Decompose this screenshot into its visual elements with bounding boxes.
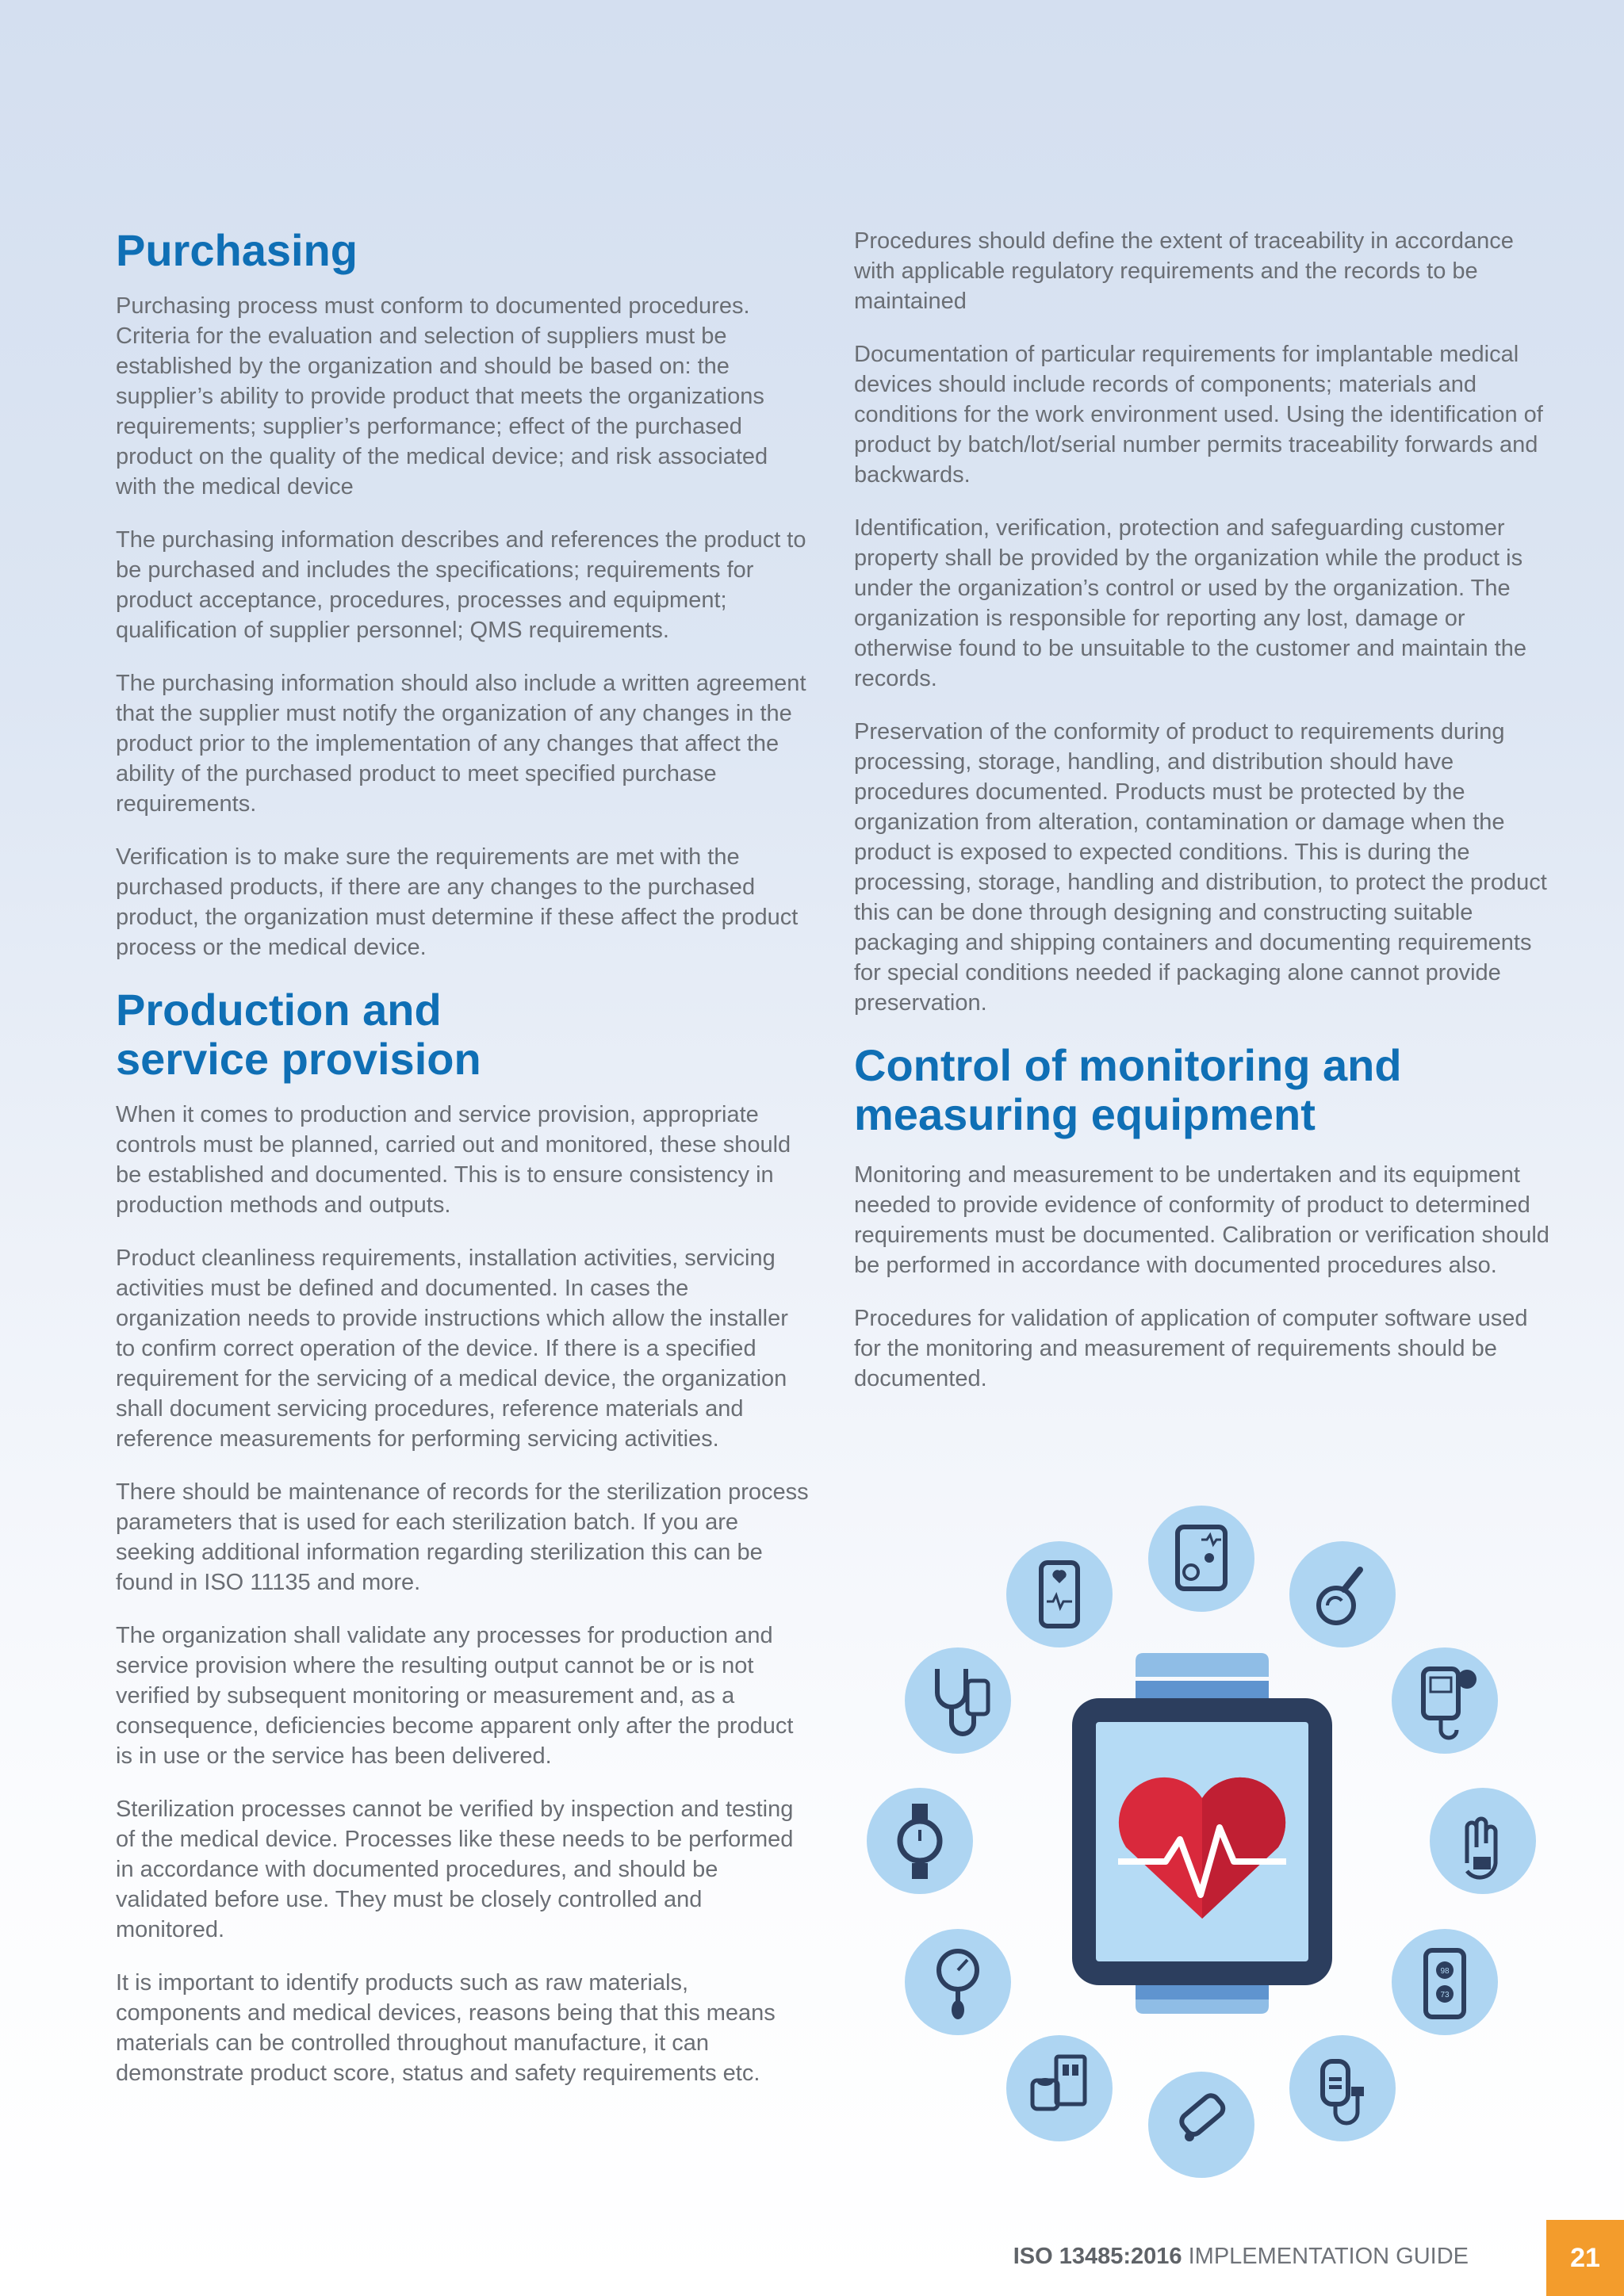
pressure-gauge-icon (905, 1929, 1011, 2035)
paragraph: Procedures should define the extent of traceability in accordance with applicable regulatory requirements and the records to be maintained (854, 228, 1514, 314)
remote-monitor-icon (1392, 1647, 1498, 1754)
paragraph: There should be maintenance of records for the sterilization process parameters that is used for each sterilization batch. If you are seeking additional information regarding sterilization this can be found in ISO 11135 and more. (116, 1479, 809, 1595)
paragraph: Documentation of particular requirements for implantable medical devices should include records of components; materials and conditions for the work environment used. Using the identification of product by batch/lot/serial number permits traceability forwards and backwards. (854, 342, 1543, 488)
pill-box-icon (1006, 2035, 1113, 2141)
paragraph: Sterilization processes cannot be verified by inspection and testing of the medical device. Processes like these needs to be performed in accordance with documented procedures, and should be validated before use. They must be closely controlled and monitored. (116, 1797, 794, 1942)
right-column (854, 226, 1552, 1417)
portable-monitor-icon (1289, 2035, 1396, 2141)
heading-line: service provision (116, 1034, 481, 1084)
heading-production-service (116, 985, 814, 1084)
reading-2: 73 (1440, 1991, 1450, 1999)
hand-wearable-icon (1430, 1788, 1536, 1894)
heading-line: Control of monitoring and (854, 1040, 1402, 1090)
tablet-medical-app-icon (1148, 1506, 1254, 1612)
phone-heart-rate-icon (1006, 1541, 1113, 1647)
page-number: 21 (1546, 2220, 1624, 2296)
paragraph: Preservation of the conformity of product to requirements during processing, storage, handling, and distribution should have procedures documented. Products must be protected by the organization from alteration, contamination or damage when the product is exposed to expected conditions. This is during the processing, storage, handling and distribution, to protect the product this can be done through designing and constructing suitable packaging and shipping containers and documenting requirements for special conditions needed if packaging alone cannot provide preservation. (854, 719, 1547, 1016)
footer-title-bold: ISO 13485:2016 (1013, 2244, 1182, 2269)
footer-title-rest: IMPLEMENTATION GUIDE (1182, 2244, 1469, 2269)
heading-purchasing: Purchasing (116, 225, 358, 275)
paragraph: Procedures for validation of application of computer software used for the monitoring and measurement of requirements should be documented. (854, 1306, 1528, 1391)
footer-title (1013, 2244, 1469, 2270)
paragraph: It is important to identify products such as raw materials, components and medical devices, reasons being that this means materials can be controlled throughout manufacture, it can demonstrate product score, status and safety requirements etc. (116, 1970, 776, 2086)
heading-monitoring-equipment (854, 1041, 1552, 1139)
glucose-meter-icon (1289, 1541, 1396, 1647)
paragraph: When it comes to production and service provision, appropriate controls must be planned, carried out and monitored, these should be established and documented. This is to ensure consistency in production methods and outputs. (116, 1102, 791, 1218)
stethoscope-phone-icon (905, 1647, 1011, 1754)
paragraph: Identification, verification, protection and safeguarding customer property shall be provided by the organization while the product is under the organization’s control or used by the organization. The organization is responsible for reporting any lost, damage or otherwise found to be unsuitable to the customer and maintain the records. (854, 515, 1526, 691)
wristwatch-icon (867, 1788, 973, 1894)
left-column (116, 226, 814, 2111)
paragraph: Product cleanliness requirements, installation activities, servicing activities must be defined and documented. In cases the organization needs to provide instructions which allow the installer to confirm correct operation of the device. If there is a specified requirement for the servicing of a medical device, the organization shall document servicing procedures, reference materials and reference measurements for performing servicing activities. (116, 1246, 788, 1452)
paragraph: The organization shall validate any processes for production and service provision where the resulting output cannot be or is not verified by subsequent monitoring or measurement and, as a consequence, deficiencies become apparent only after the product is in use or the service has been delivered. (116, 1623, 794, 1769)
phone-readings-icon (1392, 1929, 1498, 2035)
page-footer (0, 2220, 1624, 2296)
paragraph: Purchasing process must conform to documented procedures. Criteria for the evaluation and selection of suppliers must be established by the organization and should be based on: the supplier’s ability to provide product that meets the organizations requirements; supplier’s performance; effect of the purchased product on the quality of the medical device; and risk associated with the medical device (116, 293, 768, 499)
paragraph: The purchasing information describes and references the product to be purchased and includes the specifications; requirements for product acceptance, procedures, processes and equipment; qualification of supplier personnel; QMS requirements. (116, 527, 806, 643)
heading-line: Production and (116, 985, 442, 1035)
heading-line: measuring equipment (854, 1089, 1316, 1139)
paragraph: Verification is to make sure the requirements are met with the purchased products, if there are any changes to the purchased product, the organization must determine if these affect the product process or the medical device. (116, 844, 799, 960)
smartwatch-medical-illustration (848, 1490, 1562, 2188)
paragraph: Monitoring and measurement to be undertaken and its equipment needed to provide evidence of conformity of product to determined requirements must be documented. Calibration or verification should be performed in accordance with documented procedures also. (854, 1162, 1549, 1278)
reading-1: 98 (1440, 1967, 1450, 1976)
smartwatch (1072, 1653, 1332, 2014)
paragraph: The purchasing information should also include a written agreement that the supplier must notify the organization of any changes in the product prior to the implementation of any changes that affect the ability of the purchased product to meet specified purchase requirements. (116, 671, 806, 817)
syringe-device-icon (1148, 2072, 1254, 2178)
